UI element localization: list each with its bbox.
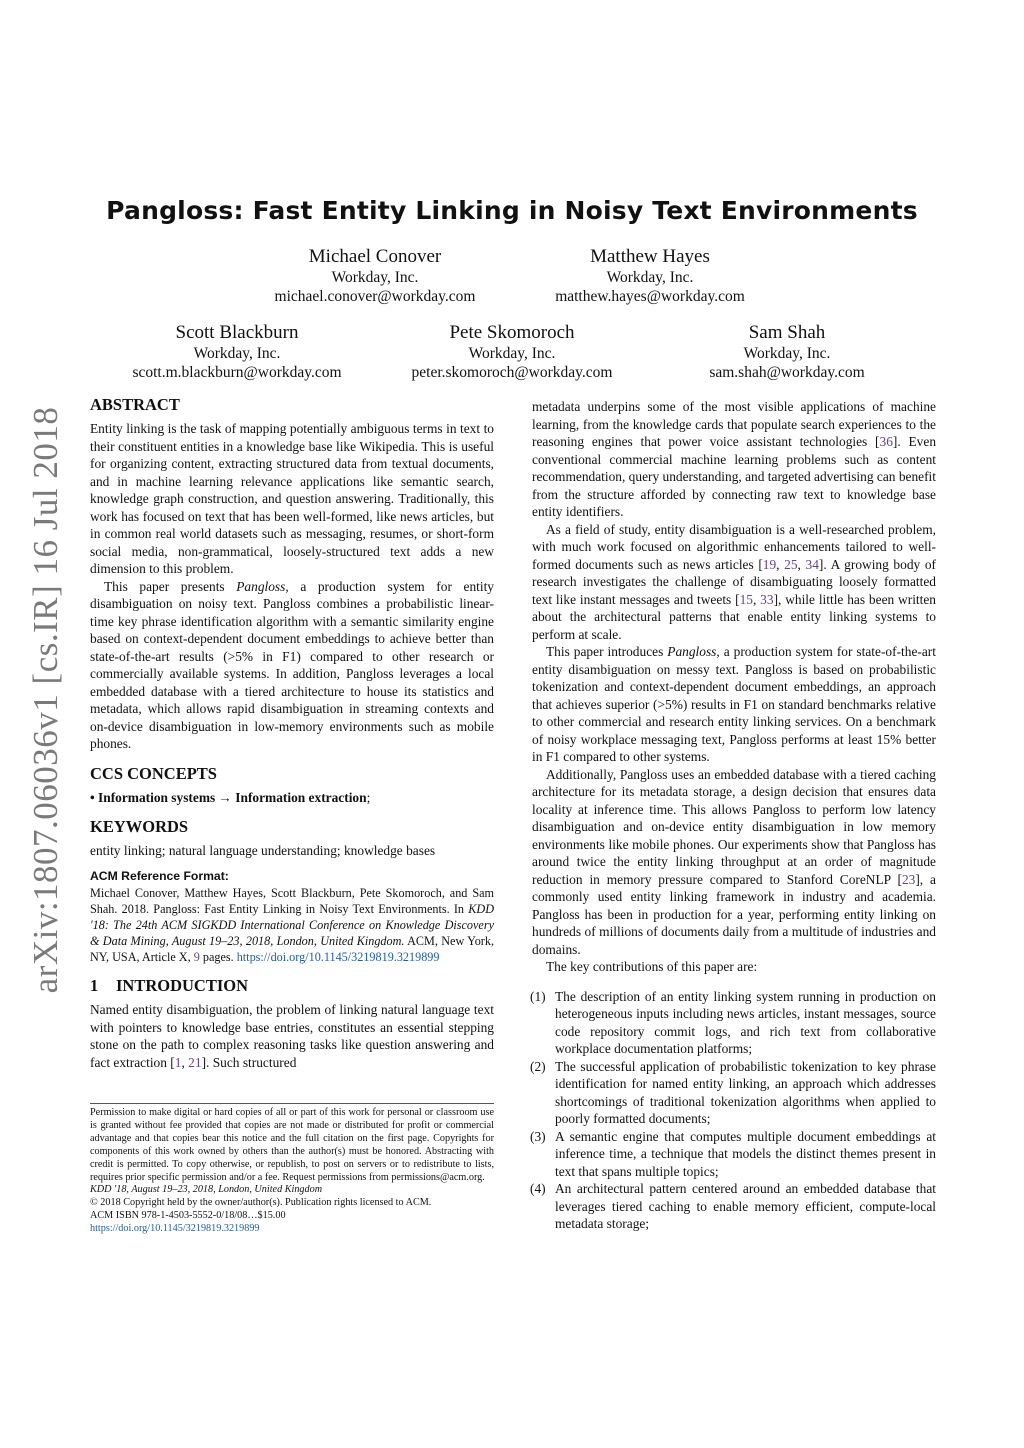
- author-email: michael.conover@workday.com: [274, 288, 476, 305]
- abstract-paragraph: Entity linking is the task of mapping potentially ambiguous terms in text to their constituent entities in a knowledge base like Wikipedia. This is useful for organizing content, extracting structured data from textual documents, and in machine learning relevance applications like semantic search, knowledge graph construction, and question answering. Traditionally, this work has focused on text that has been well-formed, like news articles, but in common real world datasets such as messaging, resumes, or short-form social media, non-grammatical, loosely-structured text adds a new dimension to this problem.: [90, 421, 494, 576]
- author-block: [225, 246, 525, 306]
- paper-title: Pangloss: Fast Entity Linking in Noisy Text Environments: [106, 196, 918, 225]
- acm-reference-heading: ACM Reference Format:: [90, 868, 229, 883]
- author-name: Michael Conover: [308, 246, 442, 267]
- left-column: [90, 394, 494, 1071]
- list-item: (3) A semantic engine that computes multiple document embeddings at inference time, a technique that models the distinct themes present in text that spans multiple topics;: [530, 1128, 936, 1179]
- intro-paragraph: metadata underpins some of the most visible applications of machine learning, from the knowledge cards that populate search experiences to the reasoning engines that power voice assistant technologies [36]. Even conventional commercial machine learning problems such as content recommendation, query understanding, and targeted advertising can benefit from the structure afforded by connecting raw text to knowledge base entity identifiers.: [532, 399, 937, 519]
- author-block: [500, 246, 800, 306]
- author-name: Pete Skomoroch: [449, 322, 575, 343]
- author-affiliation: Workday, Inc.: [606, 269, 694, 286]
- author-email: sam.shah@workday.com: [709, 364, 865, 381]
- citation-link[interactable]: 19: [762, 556, 777, 572]
- citation-link[interactable]: 36: [879, 434, 893, 449]
- author-affiliation: Workday, Inc.: [468, 345, 556, 362]
- citation-link[interactable]: 15: [739, 591, 753, 607]
- author-affiliation: Workday, Inc.: [743, 345, 831, 362]
- permission-text: Permission to make digital or hard copies of all or part of this work for personal or classroom use is granted without fee provided that copies are not made or distributed for profit or commercial advantage and that copies bear this notice and the full citation on the first page. Copyrights for components of this work owned by others than the author(s) must be honored. Abstracting with credit is permitted. To copy otherwise, or republish, to post on servers or to redistribute to lists, requires prior specific permission and/or a fee. Request permissions from permissions@acm.org.: [90, 1107, 494, 1183]
- citation-link[interactable]: 25: [784, 556, 798, 572]
- citation-link[interactable]: 21: [188, 1054, 202, 1070]
- intro-paragraph: This paper introduces Pangloss, a production system for state-of-the-art entity disambiguation on messy text. Pangloss is based on probabilistic tokenization and context-dependent document embeddings, an approach that achieves superior (>5%) results in F1 on standard benchmarks relative to other commercial and research entity linking services. On a benchmark of noisy workplace messaging text, Pangloss performs at least 15% better in F1 compared to other systems.: [532, 644, 936, 764]
- author-name: Scott Blackburn: [175, 322, 299, 343]
- arxiv-stamp: arXiv:1807.06036v1 [cs.IR] 16 Jul 2018: [26, 406, 65, 994]
- intro-heading: 1 INTRODUCTION: [90, 976, 249, 995]
- abstract-paragraph: This paper presents Pangloss, a production system for entity disambiguation on noisy text. Pangloss combines a probabilistic linear-time key phrase identification algorithm with a semantic similarity engine based on context-dependent document embeddings to achieve better than state-of-the-art results (>5% in F1) compared to other research or commercially available systems. In addition, Pangloss leverages a local embedded database with a tiered architecture to house its statistics and metadata, which allows rapid disambiguation in streaming contexts and on-device disambiguation in low-memory environments such as mobile phones.: [90, 578, 494, 751]
- citation-link[interactable]: 34: [805, 556, 819, 572]
- keywords-heading: KEYWORDS: [90, 817, 189, 836]
- list-item: (4) An architectural pattern centered around an embedded database that leverages tiered caching to enable memory efficient, compute-local metadata storage;: [530, 1181, 936, 1231]
- intro-paragraph: As a field of study, entity disambiguation is a well-researched problem, with much work focused on algorithmic enhancements tailored to well-formed documents such as news articles [19, 25, 34]. A growing body of research investigates the challenge of disambiguating loosely formatted text like instant messages and tweets [15, 33], while little has been written about the architectural patterns that enable entity linking systems to perform at scale.: [532, 521, 936, 642]
- citation-link[interactable]: 23: [901, 871, 916, 887]
- author-email: peter.skomoroch@workday.com: [411, 364, 613, 381]
- citation-link[interactable]: 1: [174, 1054, 182, 1070]
- permission-footnote: [90, 1103, 494, 1236]
- list-item: (1) The description of an entity linking system running in production on heterogeneous inputs including news articles, instant messages, source code repository commit logs, and rich text from collaborative workplace documentation platforms;: [530, 988, 936, 1056]
- author-affiliation: Workday, Inc.: [193, 345, 281, 362]
- author-name: Matthew Hayes: [590, 246, 710, 267]
- keywords-text: entity linking; natural language understanding; knowledge bases: [90, 843, 436, 858]
- system-name: Pangloss: [236, 578, 286, 594]
- doi-link[interactable]: https://doi.org/10.1145/3219819.3219899: [236, 950, 440, 964]
- author-block: [87, 322, 387, 382]
- citation-link[interactable]: 33: [760, 591, 774, 607]
- footnote-doi-link[interactable]: https://doi.org/10.1145/3219819.3219899: [90, 1223, 260, 1235]
- right-column: [532, 398, 936, 1233]
- intro-paragraph: The key contributions of this paper are:: [546, 959, 758, 974]
- author-email: matthew.hayes@workday.com: [555, 288, 745, 305]
- intro-paragraph: Additionally, Pangloss uses an embedded database with a tiered caching architecture for its metadata storage, a design decision that ensures data locality at inference time. This allows Pangloss to perform low latency disambiguation and on-device entity disambiguation in low memory environments like mobile phones. Our experiments show that Pangloss has around twice the entity linking throughput at an order of magnitude reduction in memory pressure compared to Stanford CoreNLP [23], a commonly used entity linking framework in industry and academia. Pangloss has been in production for a year, performing entity linking on hundreds of millions of documents daily from a multitude of industries and domains.: [532, 766, 936, 957]
- venue-text: KDD '18, August 19–23, 2018, London, United Kingdom: [90, 1184, 323, 1196]
- copyright-text: © 2018 Copyright held by the owner/author(s). Publication rights licensed to ACM.: [90, 1197, 432, 1209]
- isbn-text: ACM ISBN 978-1-4503-5552-0/18/08…$15.00: [90, 1210, 286, 1222]
- list-item: (2) The successful application of probabilistic tokenization to key phrase identification for named entity linking, an approach which addresses shortcomings of traditional tokenization algorithms when applied to poorly formatted documents;: [530, 1058, 936, 1126]
- author-email: scott.m.blackburn@workday.com: [132, 364, 342, 381]
- ccs-concepts: • Information systems → Information extraction;: [90, 789, 371, 805]
- contributions-list: [532, 988, 936, 1233]
- acm-reference-text: Michael Conover, Matthew Hayes, Scott Blackburn, Pete Skomoroch, and Sam Shah. 2018. Pangloss: Fast Entity Linking in Noisy Text Environments. In KDD '18: The 24th ACM SIGKDD International Conference on Knowledge Discovery & Data Mining, August 19–23, 2018, London, United Kingdom. ACM, New York, NY, USA, Article X, 9 pages. https://doi.org/10.1145/3219819.3219899: [90, 886, 494, 964]
- abstract-heading: ABSTRACT: [90, 395, 180, 414]
- ccs-heading: CCS CONCEPTS: [90, 763, 217, 783]
- author-block: [362, 322, 662, 382]
- author-block: [637, 322, 937, 382]
- author-name: Sam Shah: [748, 322, 826, 343]
- intro-paragraph: Named entity disambiguation, the problem of linking natural language text with pointers to knowledge base entries, constitutes an essential stepping stone on the path to complex reasoning tasks like question answering and fact extraction [1, 21]. Such structured: [90, 1002, 494, 1070]
- page-count-link[interactable]: 9: [193, 950, 200, 964]
- author-affiliation: Workday, Inc.: [331, 269, 419, 286]
